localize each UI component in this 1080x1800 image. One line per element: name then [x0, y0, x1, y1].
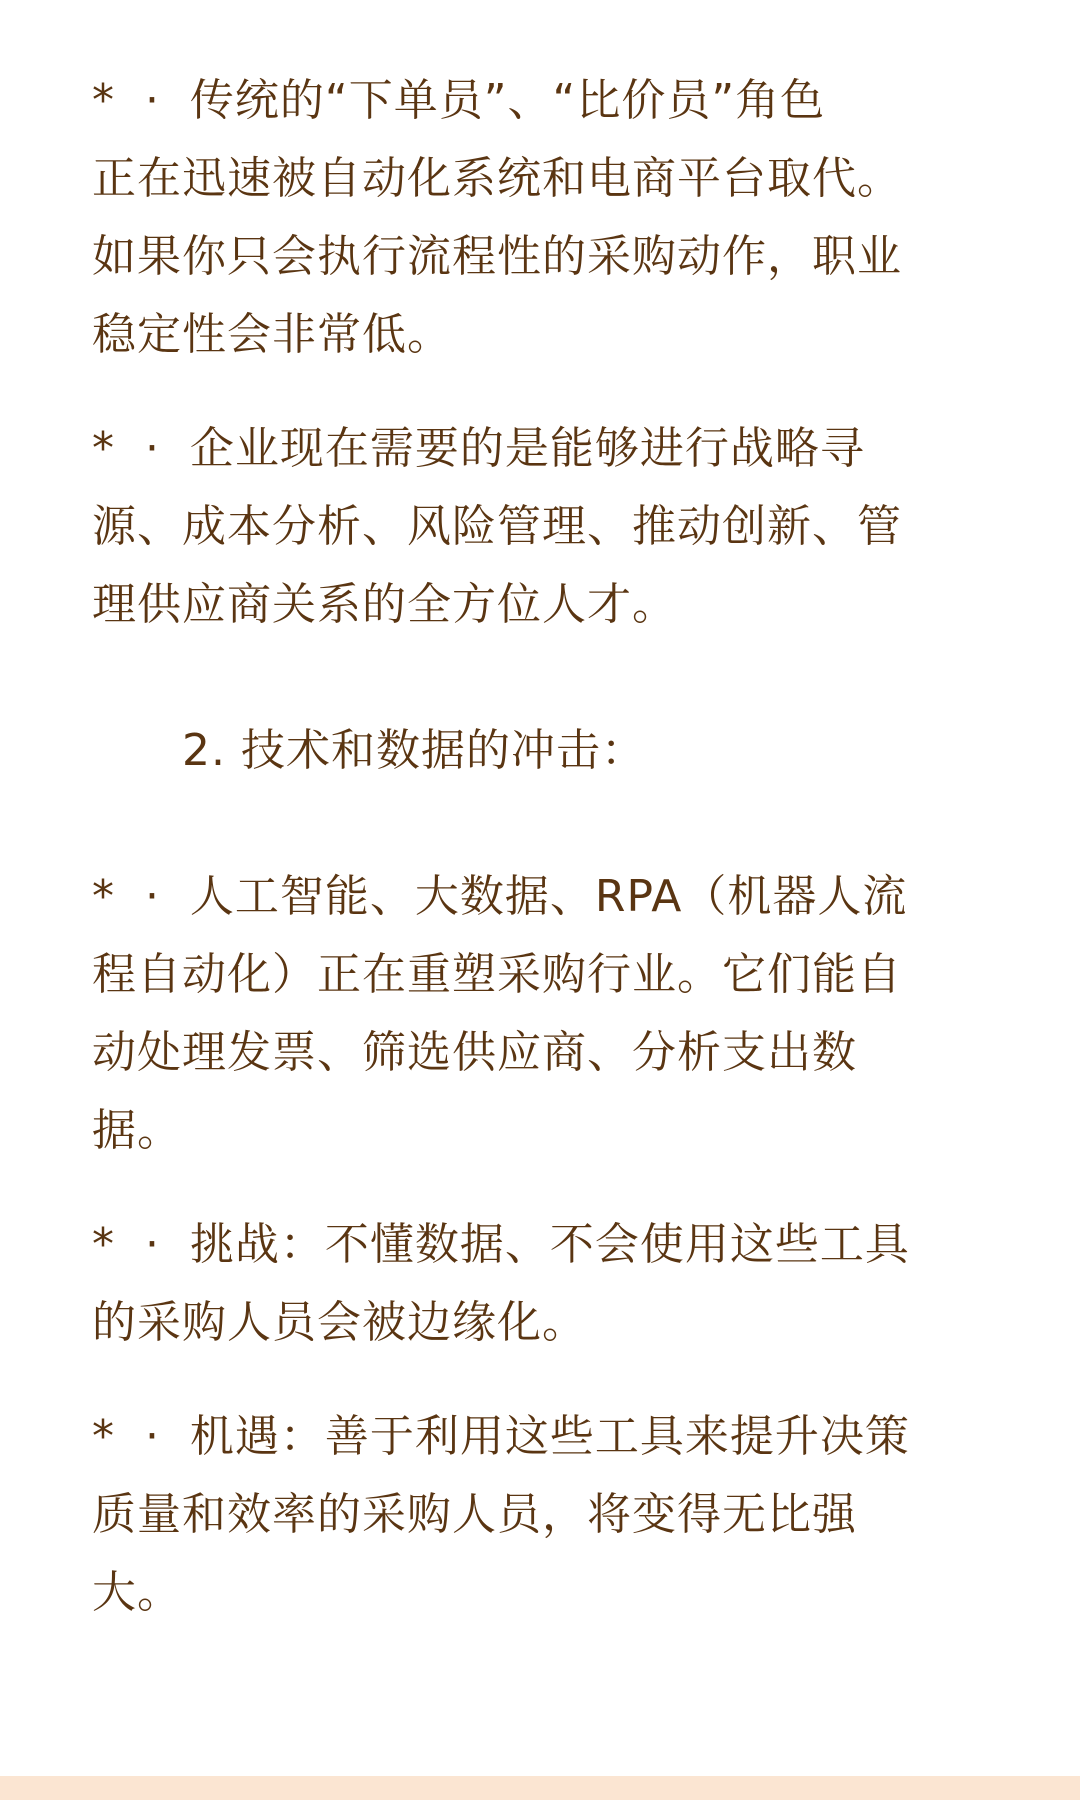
text-line: 质量和效率的采购人员，将变得无比强	[92, 1489, 857, 1540]
paragraph-opportunity	[92, 1398, 972, 1632]
text-line: * · 传统的“下单员”、“比价员”角色	[92, 75, 826, 126]
text-line: 据。	[92, 1105, 182, 1156]
text-line: 动处理发票、筛选供应商、分析支出数	[92, 1027, 857, 1078]
text-line: * · 企业现在需要的是能够进行战略寻	[92, 423, 865, 474]
section-heading: 2. 技术和数据的冲击：	[182, 725, 646, 776]
text-line: 程自动化）正在重塑采购行业。它们能自	[92, 949, 902, 1000]
text-line: 稳定性会非常低。	[92, 309, 452, 360]
paragraph-challenge	[92, 1206, 972, 1362]
text-line: 的采购人员会被边缘化。	[92, 1297, 587, 1348]
bottom-band	[0, 1776, 1080, 1800]
text-line: 如果你只会执行流程性的采购动作，职业	[92, 231, 902, 282]
text-line: 大。	[92, 1567, 182, 1618]
text-line: 正在迅速被自动化系统和电商平台取代。	[92, 153, 902, 204]
text-line: * · 机遇：善于利用这些工具来提升决策	[92, 1411, 910, 1462]
paragraph-role-change	[92, 62, 972, 374]
paragraph-talent-needs	[92, 410, 972, 644]
text-line: 源、成本分析、风险管理、推动创新、管	[92, 501, 902, 552]
text-line: * · 挑战：不懂数据、不会使用这些工具	[92, 1219, 910, 1270]
text-line: * · 人工智能、大数据、RPA（机器人流	[92, 871, 908, 922]
paragraph-ai-impact	[92, 858, 972, 1170]
text-line: 理供应商关系的全方位人才。	[92, 579, 677, 630]
article-body	[92, 62, 972, 1632]
